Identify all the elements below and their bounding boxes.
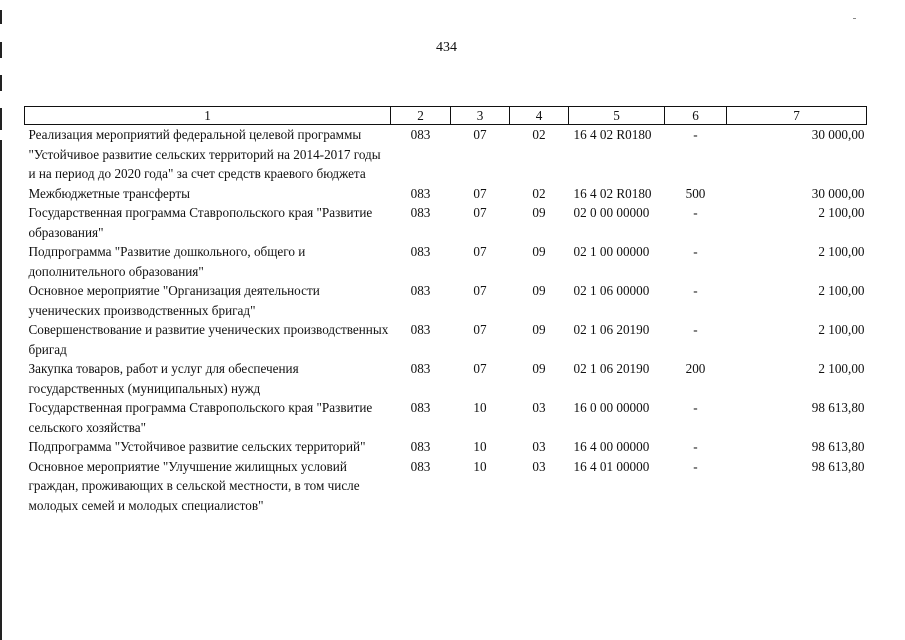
column-header: 5 — [569, 107, 665, 125]
table-row — [25, 457, 867, 516]
table-row — [25, 184, 867, 204]
target-article-code: 16 4 02 R0180 — [573, 185, 652, 201]
amount: 98 613,80 — [811, 439, 865, 454]
section-code: 07 — [473, 185, 487, 201]
section-code: 10 — [473, 400, 487, 415]
target-article-code: 16 4 00 00000 — [573, 439, 650, 454]
ministry-code: 083 — [410, 244, 431, 259]
section-code: 10 — [473, 439, 487, 454]
column-header: 3 — [451, 107, 510, 125]
row-name: Государственная программа Ставропольского края "Развитие образования" — [28, 205, 373, 240]
row-name: Закупка товаров, работ и услуг для обеспечения государственных (муниципальных) нужд — [28, 361, 299, 396]
ministry-code: 083 — [410, 400, 431, 415]
subsection-code: 03 — [532, 400, 546, 415]
subsection-code: 09 — [532, 361, 546, 376]
page-number: 434 — [436, 40, 457, 55]
subsection-code: 09 — [532, 205, 546, 220]
ministry-code: 083 — [410, 439, 431, 454]
section-code: 07 — [473, 361, 487, 376]
row-name: Основное мероприятие "Организация деятельности ученических производственных бригад" — [28, 283, 320, 318]
scan-edge-marks — [0, 0, 4, 640]
column-header: 7 — [727, 107, 867, 125]
row-name: Реализация мероприятий федеральной целевой программы "Устойчивое развитие сельских территорий на 2014-2017 годы и на период до 2020 года" за счет средств краевого бюджета — [28, 127, 381, 181]
target-article-code: 02 1 06 20190 — [573, 322, 650, 337]
expense-type-code: - — [693, 400, 698, 415]
subsection-code: 02 — [532, 185, 546, 201]
expense-type-code: - — [693, 439, 698, 454]
subsection-code: 09 — [532, 283, 546, 298]
column-header: 6 — [665, 107, 727, 125]
table-row — [25, 437, 867, 457]
expense-type-code: - — [693, 283, 698, 298]
row-name: Подпрограмма "Устойчивое развитие сельских территорий" — [28, 439, 366, 454]
table-row — [25, 281, 867, 320]
subsection-code: 03 — [532, 439, 546, 454]
table-row — [25, 398, 867, 437]
row-name: Совершенствование и развитие ученических производственных бригад — [28, 322, 389, 357]
expense-type-code: - — [693, 458, 698, 474]
amount: 30 000,00 — [811, 127, 865, 142]
ministry-code: 083 — [410, 283, 431, 298]
expense-type-code: - — [693, 244, 698, 259]
section-code: 07 — [473, 244, 487, 259]
column-header: 1 — [25, 107, 391, 125]
table-row — [25, 320, 867, 359]
amount: 98 613,80 — [811, 458, 865, 474]
table-row — [25, 203, 867, 242]
column-header: 2 — [391, 107, 451, 125]
ministry-code: 083 — [410, 205, 431, 220]
row-name: Государственная программа Ставропольского края "Развитие сельского хозяйства" — [28, 400, 373, 435]
subsection-code: 03 — [532, 458, 546, 474]
row-name: Межбюджетные трансферты — [28, 185, 190, 201]
subsection-code: 09 — [532, 322, 546, 337]
subsection-code: 09 — [532, 244, 546, 259]
expense-type-code: - — [693, 127, 698, 142]
table-row — [25, 359, 867, 398]
section-code: 10 — [473, 458, 487, 474]
subsection-code: 02 — [532, 127, 546, 142]
amount: 2 100,00 — [818, 361, 865, 376]
ministry-code: 083 — [410, 458, 431, 474]
target-article-code: 16 0 00 00000 — [573, 400, 650, 415]
target-article-code: 16 4 01 00000 — [573, 458, 650, 474]
table-row — [25, 242, 867, 281]
expense-type-code: - — [693, 205, 698, 220]
ministry-code: 083 — [410, 127, 431, 142]
amount: 2 100,00 — [818, 283, 865, 298]
amount: 98 613,80 — [811, 400, 865, 415]
amount: 2 100,00 — [818, 322, 865, 337]
row-name: Основное мероприятие "Улучшение жилищных условий граждан, проживающих в сельской местности, в том числе молодых семей и молодых специалистов" — [28, 458, 360, 513]
section-code: 07 — [473, 127, 487, 142]
target-article-code: 02 1 00 00000 — [573, 244, 650, 259]
budget-table — [24, 106, 867, 515]
expense-type-code: 200 — [685, 361, 706, 376]
scan-speck — [853, 18, 856, 19]
amount: 2 100,00 — [818, 205, 865, 220]
row-name: Подпрограмма "Развитие дошкольного, общего и дополнительного образования" — [28, 244, 306, 279]
table-header-row — [25, 107, 867, 125]
expense-type-code: - — [693, 322, 698, 337]
amount: 2 100,00 — [818, 244, 865, 259]
target-article-code: 02 1 06 00000 — [573, 283, 650, 298]
expense-type-code: 500 — [685, 185, 706, 201]
amount: 30 000,00 — [811, 185, 865, 201]
ministry-code: 083 — [410, 322, 431, 337]
ministry-code: 083 — [410, 361, 431, 376]
section-code: 07 — [473, 322, 487, 337]
target-article-code: 02 0 00 00000 — [573, 205, 650, 220]
column-header: 4 — [510, 107, 569, 125]
ministry-code: 083 — [410, 185, 431, 201]
section-code: 07 — [473, 283, 487, 298]
section-code: 07 — [473, 205, 487, 220]
target-article-code: 02 1 06 20190 — [573, 361, 650, 376]
table-row — [25, 125, 867, 184]
target-article-code: 16 4 02 R0180 — [573, 127, 652, 142]
